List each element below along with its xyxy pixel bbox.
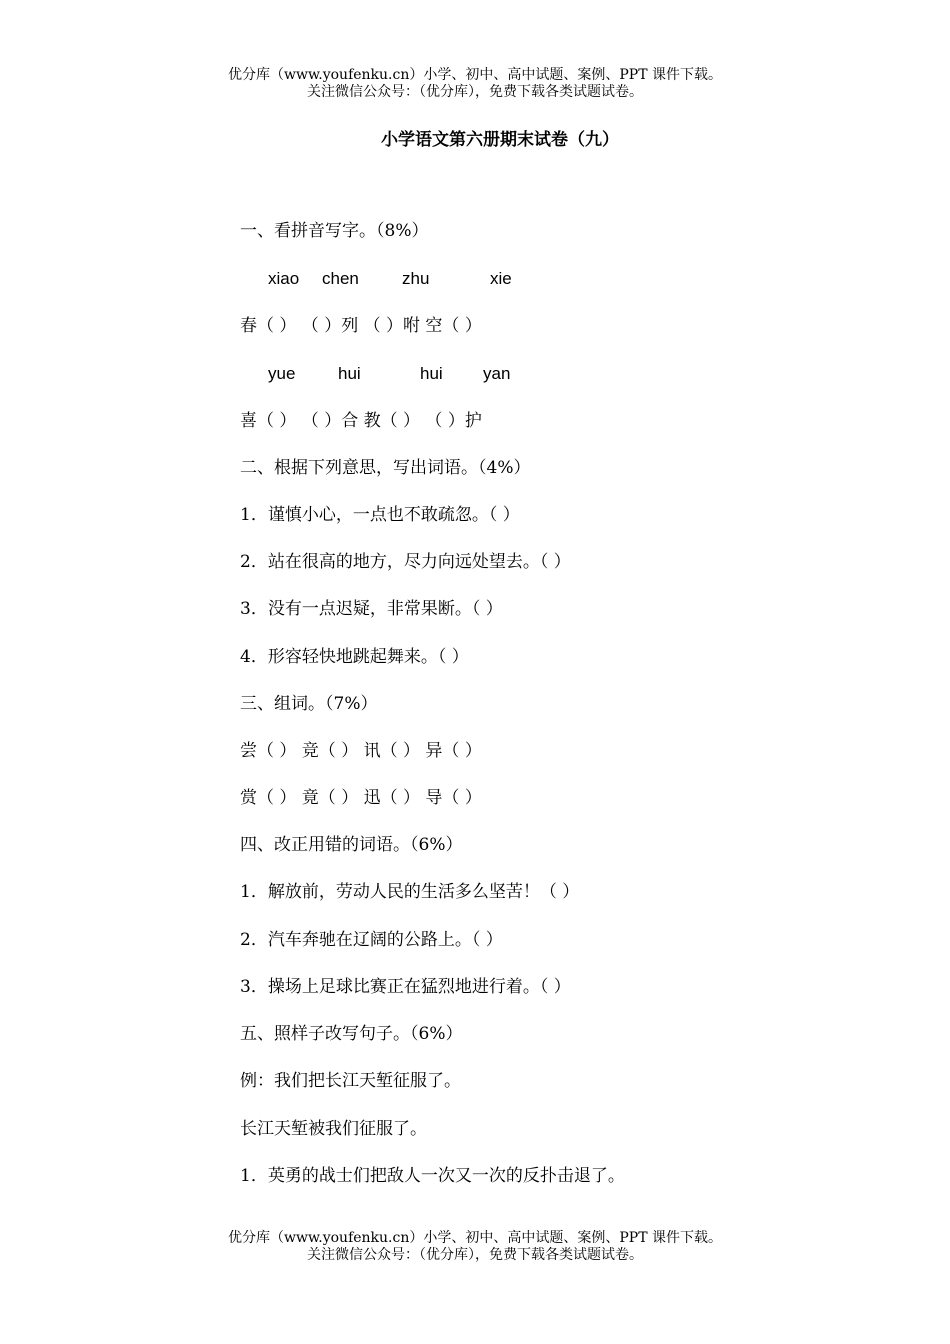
example-sentence: 例：我们把长江天堑征服了。 bbox=[240, 1071, 461, 1091]
section4-heading: 四、改正用错的词语。（6%） bbox=[240, 835, 463, 855]
document-title: 小学语文第六册期末试卷（九） bbox=[381, 130, 619, 150]
list-item: 1．解放前，劳动人民的生活多么坚苦！（ ） bbox=[240, 882, 580, 902]
pinyin: hui bbox=[338, 364, 361, 383]
header-line-2: 关注微信公众号：（优分库），免费下载各类试题试卷。 bbox=[307, 84, 643, 100]
pinyin: yue bbox=[268, 364, 296, 383]
header-line-1: 优分库（www.youfenku.cn）小学、初中、高中试题、案例、PPT 课件下载。 bbox=[227, 67, 722, 83]
section1-heading: 一、看拼音写字。（8%） bbox=[240, 221, 429, 241]
footer-line-2: 关注微信公众号：（优分库），免费下载各类试题试卷。 bbox=[307, 1247, 643, 1263]
list-item: 1．谨慎小心，一点也不敢疏忽。（ ） bbox=[240, 505, 520, 525]
pinyin: chen bbox=[322, 269, 359, 288]
page-header bbox=[0, 67, 950, 101]
pinyin: hui bbox=[420, 364, 443, 383]
list-item: 3．操场上足球比赛正在猛烈地进行着。（ ） bbox=[240, 977, 571, 997]
chars-row-2: 喜（ ） （ ）合 教（ ） （ ）护 bbox=[240, 411, 482, 431]
pinyin: yan bbox=[483, 364, 511, 383]
section5-heading: 五、照样子改写句子。（6%） bbox=[240, 1024, 463, 1044]
word-row-1: 尝（ ） 竞（ ） 讯（ ） 异（ ） bbox=[240, 741, 482, 761]
example-answer: 长江天堑被我们征服了。 bbox=[240, 1119, 427, 1139]
list-item: 1．英勇的战士们把敌人一次又一次的反扑击退了。 bbox=[240, 1166, 625, 1186]
section3-heading: 三、组词。（7%） bbox=[240, 694, 378, 714]
footer-line-1: 优分库（www.youfenku.cn）小学、初中、高中试题、案例、PPT 课件下载。 bbox=[227, 1230, 722, 1246]
list-item: 2．汽车奔驰在辽阔的公路上。（ ） bbox=[240, 930, 503, 950]
pinyin: xiao bbox=[268, 269, 300, 288]
section2-heading: 二、根据下列意思，写出词语。（4%） bbox=[240, 458, 531, 478]
pinyin: xie bbox=[490, 269, 512, 288]
word-row-2: 赏（ ） 竟（ ） 迅（ ） 导（ ） bbox=[240, 788, 482, 808]
pinyin: zhu bbox=[402, 269, 430, 288]
chars-row-1: 春（ ） （ ）列 （ ）咐 空（ ） bbox=[240, 316, 482, 336]
list-item: 2．站在很高的地方，尽力向远处望去。（ ） bbox=[240, 552, 571, 572]
page-footer bbox=[0, 1230, 950, 1264]
list-item: 3．没有一点迟疑，非常果断。（ ） bbox=[240, 599, 503, 619]
list-item: 4．形容轻快地跳起舞来。（ ） bbox=[240, 647, 469, 667]
